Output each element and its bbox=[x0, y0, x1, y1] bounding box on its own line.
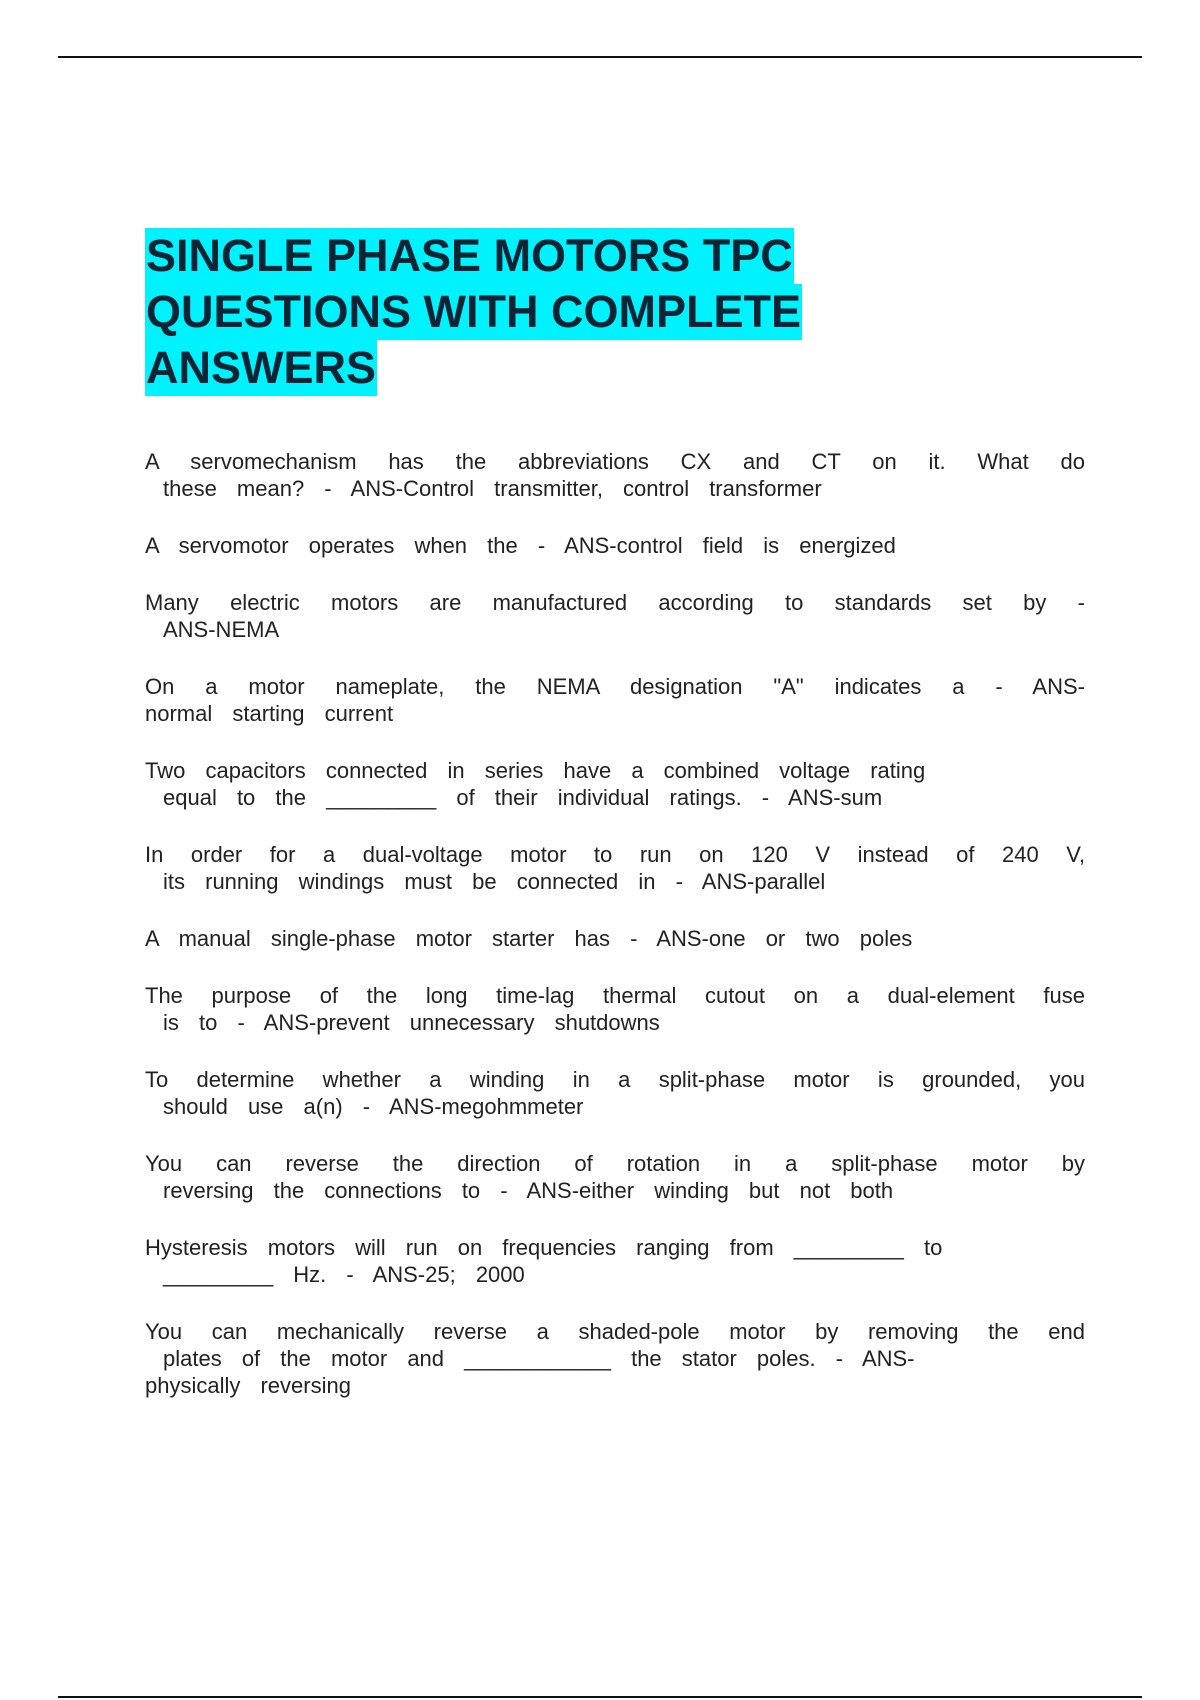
qa-question-line: On a motor nameplate, the NEMA designation "A" indicates a - ANS- bbox=[145, 674, 1085, 699]
qa-question-line: The purpose of the long time-lag thermal cutout on a dual-element fuse bbox=[145, 983, 1085, 1008]
title-line-2: QUESTIONS WITH COMPLETE bbox=[145, 284, 802, 340]
qa-item bbox=[145, 1234, 1085, 1288]
qa-question-line: You can mechanically reverse a shaded-pole motor by removing the end bbox=[145, 1319, 1085, 1344]
qa-item bbox=[145, 982, 1085, 1036]
qa-answer-line: reversing the connections to - ANS-either winding but not both bbox=[163, 1178, 894, 1203]
header-rule bbox=[58, 56, 1142, 58]
qa-question-line: A servomechanism has the abbreviations CX and CT on it. What do bbox=[145, 449, 1085, 474]
qa-item bbox=[145, 589, 1085, 643]
qa-answer-line: ANS-NEMA bbox=[163, 617, 280, 642]
qa-answer-line: is to - ANS-prevent unnecessary shutdowns bbox=[163, 1010, 660, 1035]
qa-item bbox=[145, 841, 1085, 895]
qa-answer-line: _________ Hz. - ANS-25; 2000 bbox=[163, 1262, 525, 1287]
qa-item bbox=[145, 448, 1085, 502]
qa-item bbox=[145, 673, 1085, 727]
qa-item bbox=[145, 1066, 1085, 1120]
qa-question-line: You can reverse the direction of rotation in a split-phase motor by bbox=[145, 1151, 1085, 1176]
qa-question-line: A manual single-phase motor starter has - ANS-one or two poles bbox=[145, 926, 913, 951]
qa-item bbox=[145, 532, 1085, 559]
qa-question-line: plates of the motor and ____________ the stator poles. - ANS- bbox=[163, 1346, 915, 1371]
qa-item bbox=[145, 925, 1085, 952]
qa-item bbox=[145, 757, 1085, 811]
title-line-1: SINGLE PHASE MOTORS TPC bbox=[145, 228, 794, 284]
qa-question-line: Many electric motors are manufactured according to standards set by - bbox=[145, 590, 1085, 615]
qa-question-line: In order for a dual-voltage motor to run on 120 V instead of 240 V, bbox=[145, 842, 1085, 867]
question-answer-list bbox=[145, 448, 1085, 1425]
document-title bbox=[145, 228, 1045, 396]
qa-answer-line: these mean? - ANS-Control transmitter, control transformer bbox=[163, 476, 822, 501]
footer-rule bbox=[58, 1696, 1142, 1698]
title-line-3: ANSWERS bbox=[145, 340, 377, 396]
qa-answer-line: should use a(n) - ANS-megohmmeter bbox=[163, 1094, 584, 1119]
qa-answer-line: its running windings must be connected in - ANS-parallel bbox=[163, 869, 826, 894]
qa-question-line: Two capacitors connected in series have a combined voltage rating bbox=[145, 758, 926, 783]
qa-question-line: A servomotor operates when the - ANS-control field is energized bbox=[145, 533, 896, 558]
qa-item bbox=[145, 1318, 1085, 1399]
qa-item bbox=[145, 1150, 1085, 1204]
qa-question-line: To determine whether a winding in a split-phase motor is grounded, you bbox=[145, 1067, 1085, 1092]
qa-question-line: Hysteresis motors will run on frequencies ranging from _________ to bbox=[145, 1235, 943, 1260]
qa-answer-line: normal starting current bbox=[145, 701, 394, 726]
qa-answer-line: equal to the _________ of their individual ratings. - ANS-sum bbox=[163, 785, 883, 810]
qa-answer-line: physically reversing bbox=[145, 1373, 351, 1398]
